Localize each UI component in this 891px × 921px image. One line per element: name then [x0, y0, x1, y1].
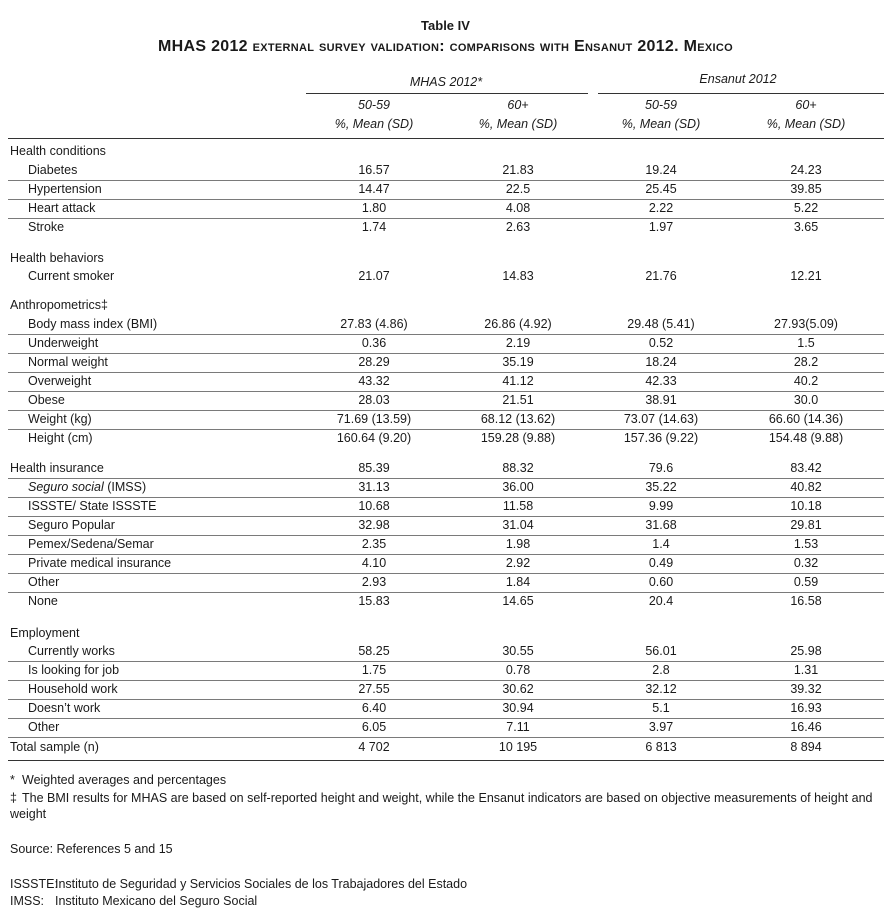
source-note: Source: References 5 and 15	[10, 842, 173, 856]
section-anthropometrics: Anthropometrics‡	[10, 298, 108, 312]
cell: 30.62	[502, 682, 534, 696]
table-row	[8, 161, 884, 181]
cell: 0.36	[361, 336, 387, 350]
table-row	[8, 592, 884, 611]
cell: 16.58	[790, 594, 822, 608]
section-health-behaviors: Health behaviors	[10, 251, 104, 265]
cell: 14.47	[358, 182, 390, 196]
table-row	[8, 180, 884, 200]
cell: 21.76	[645, 269, 677, 283]
cell: 36.00	[502, 480, 534, 494]
bottom-rule	[8, 760, 884, 761]
cell: 6.05	[361, 720, 387, 734]
cell: 73.07 (14.63)	[623, 412, 699, 426]
section-health-conditions: Health conditions	[10, 144, 106, 158]
row-label: None	[28, 594, 58, 608]
cell: 22.5	[505, 182, 531, 196]
stat-header: %, Mean (SD)	[766, 117, 846, 131]
table-label: Table IV	[421, 18, 470, 33]
cell: 41.12	[502, 374, 534, 388]
cell: 2.19	[505, 336, 531, 350]
footnote-text: The BMI results for MHAS are based on self-reported height and weight, while the Ensanut indicators are based on objective measurements of height and weight	[10, 791, 873, 821]
footnote-symbol: *	[10, 773, 15, 787]
cell: 10 195	[498, 740, 538, 754]
row-label: ISSSTE/ State ISSSTE	[28, 499, 157, 513]
table-title: MHAS 2012 external survey validation: comparisons with Ensanut 2012. Mexico	[158, 38, 733, 55]
table-row	[8, 478, 884, 498]
cell: 1.97	[648, 220, 674, 234]
stat-header: %, Mean (SD)	[334, 117, 414, 131]
cell: 1.53	[793, 537, 819, 551]
table-row	[8, 497, 884, 517]
cell: 16.46	[790, 720, 822, 734]
cell: 9.99	[648, 499, 674, 513]
table-row	[8, 661, 884, 681]
table-row	[8, 535, 884, 555]
cell: 1.4	[652, 537, 670, 551]
cell: 25.45	[645, 182, 677, 196]
cell: 39.85	[790, 182, 822, 196]
cell: 27.93(5.09)	[774, 317, 838, 331]
table-row	[8, 353, 884, 373]
row-label: Doesn’t work	[28, 701, 101, 715]
cell: 0.49	[648, 556, 674, 570]
row-label: Household work	[28, 682, 118, 696]
cell: 160.64 (9.20)	[336, 431, 412, 445]
group-rule-ensanut	[598, 93, 884, 94]
total-row	[8, 738, 884, 757]
cell: 31.68	[645, 518, 677, 532]
section-health-insurance: Health insurance	[10, 461, 104, 475]
row-label-italic: Seguro social	[28, 480, 104, 494]
cell: 29.81	[790, 518, 822, 532]
cell: 79.6	[648, 461, 674, 475]
abbr-key: ISSSTE:	[10, 877, 58, 891]
row-label: Hypertension	[28, 182, 102, 196]
row-label: Body mass index (BMI)	[28, 317, 158, 331]
cell: 25.98	[790, 644, 822, 658]
cell: 15.83	[358, 594, 390, 608]
cell: 1.5	[797, 336, 815, 350]
footnote-weighted	[10, 772, 882, 788]
row-label: Overweight	[28, 374, 92, 388]
table-row	[8, 410, 884, 430]
cell: 2.92	[505, 556, 531, 570]
cell: 38.91	[645, 393, 677, 407]
row-label: Current smoker	[28, 269, 115, 283]
cell: 16.57	[358, 163, 390, 177]
cell: 19.24	[645, 163, 677, 177]
table-row	[8, 642, 884, 662]
age-header: 50-59	[358, 98, 390, 112]
cell: 0.32	[793, 556, 819, 570]
cell: 12.21	[790, 269, 822, 283]
total-label: Total sample (n)	[10, 740, 99, 754]
abbr-text: Instituto Mexicano del Seguro Social	[55, 894, 258, 908]
cell: 14.65	[502, 594, 534, 608]
table-row	[8, 459, 884, 479]
cell: 1.74	[361, 220, 387, 234]
cell: 6.40	[361, 701, 387, 715]
cell: 21.83	[502, 163, 534, 177]
cell: 20.4	[648, 594, 674, 608]
cell: 56.01	[645, 644, 677, 658]
cell: 28.2	[793, 355, 819, 369]
row-label: Currently works	[28, 644, 115, 658]
cell: 11.58	[502, 499, 534, 513]
cell: 28.03	[358, 393, 390, 407]
abbreviation-issste	[10, 876, 882, 892]
table-row	[8, 429, 884, 448]
age-header: 50-59	[645, 98, 677, 112]
table-row	[8, 199, 884, 219]
cell: 4 702	[358, 740, 390, 754]
footnote-symbol: ‡	[10, 791, 17, 805]
table-row	[8, 267, 884, 286]
cell: 1.84	[505, 575, 531, 589]
cell: 66.60 (14.36)	[768, 412, 844, 426]
cell: 16.93	[790, 701, 822, 715]
cell: 39.32	[790, 682, 822, 696]
cell: 29.48 (5.41)	[627, 317, 695, 331]
cell: 43.32	[358, 374, 390, 388]
cell: 35.22	[645, 480, 677, 494]
cell: 5.22	[793, 201, 819, 215]
cell: 30.55	[502, 644, 534, 658]
cell: 154.48 (9.88)	[768, 431, 844, 445]
cell: 1.80	[361, 201, 387, 215]
cell: 24.23	[790, 163, 822, 177]
cell: 83.42	[790, 461, 822, 475]
cell: 40.82	[790, 480, 822, 494]
cell: 40.2	[793, 374, 819, 388]
footnote-bmi	[10, 790, 882, 822]
row-label: Obese	[28, 393, 65, 407]
cell: 26.86 (4.92)	[484, 317, 552, 331]
abbr-text: Instituto de Seguridad y Servicios Sociales de los Trabajadores del Estado	[55, 877, 468, 891]
row-label: Normal weight	[28, 355, 108, 369]
header-rule	[8, 138, 884, 139]
abbr-key: IMSS:	[10, 894, 45, 908]
table-row	[8, 516, 884, 536]
cell: 0.59	[793, 575, 819, 589]
table-row	[8, 699, 884, 719]
table-row	[8, 315, 884, 335]
group-rule-mhas	[306, 93, 588, 94]
row-label: Diabetes	[28, 163, 78, 177]
row-label: Is looking for job	[28, 663, 120, 677]
cell: 10.18	[790, 499, 822, 513]
cell: 4.10	[361, 556, 387, 570]
cell: 14.83	[502, 269, 534, 283]
cell: 4.08	[505, 201, 531, 215]
table-row	[8, 334, 884, 354]
cell: 2.63	[505, 220, 531, 234]
stat-header: %, Mean (SD)	[621, 117, 701, 131]
cell: 2.22	[648, 201, 674, 215]
cell: 27.55	[358, 682, 390, 696]
cell: 6 813	[645, 740, 677, 754]
cell: 85.39	[358, 461, 390, 475]
section-employment: Employment	[10, 626, 80, 640]
cell: 31.04	[502, 518, 534, 532]
group-header-ensanut: Ensanut 2012	[699, 72, 777, 86]
stat-header: %, Mean (SD)	[478, 117, 558, 131]
cell: 10.68	[358, 499, 390, 513]
cell: 7.11	[506, 720, 530, 734]
table-row	[8, 372, 884, 392]
table-row	[8, 391, 884, 411]
cell: 71.69 (13.59)	[336, 412, 412, 426]
row-label: Height (cm)	[28, 431, 93, 445]
row-label: Heart attack	[28, 201, 96, 215]
cell: 1.98	[505, 537, 531, 551]
cell: 159.28 (9.88)	[480, 431, 556, 445]
cell: 28.29	[358, 355, 390, 369]
cell: 3.97	[648, 720, 674, 734]
cell: 0.60	[648, 575, 674, 589]
cell: 0.52	[648, 336, 674, 350]
cell: 5.1	[652, 701, 670, 715]
row-label: Private medical insurance	[28, 556, 172, 570]
table-row	[8, 718, 884, 738]
cell: 18.24	[645, 355, 677, 369]
cell: 21.07	[358, 269, 390, 283]
cell: 2.35	[361, 537, 387, 551]
cell: 32.98	[358, 518, 390, 532]
row-label-suffix: (IMSS)	[103, 480, 147, 494]
age-header: 60+	[795, 98, 817, 112]
cell: 2.93	[361, 575, 387, 589]
group-header-mhas: MHAS 2012*	[409, 75, 483, 89]
row-label: Underweight	[28, 336, 99, 350]
cell: 157.36 (9.22)	[623, 431, 699, 445]
cell: 88.32	[502, 461, 534, 475]
cell: 30.94	[502, 701, 534, 715]
table-row	[8, 573, 884, 593]
cell: 30.0	[793, 393, 819, 407]
cell: 2.8	[652, 663, 670, 677]
cell: 68.12 (13.62)	[480, 412, 556, 426]
row-label: Other	[28, 575, 60, 589]
cell: 3.65	[793, 220, 819, 234]
table-row	[8, 218, 884, 237]
cell: 8 894	[790, 740, 822, 754]
cell: 1.75	[361, 663, 387, 677]
table-row	[8, 554, 884, 574]
age-header: 60+	[507, 98, 529, 112]
row-label: Stroke	[28, 220, 65, 234]
cell: 27.83 (4.86)	[340, 317, 408, 331]
row-label: Seguro Popular	[28, 518, 115, 532]
cell: 42.33	[645, 374, 677, 388]
cell: 31.13	[358, 480, 390, 494]
footnote-text: Weighted averages and percentages	[22, 773, 227, 787]
cell: 32.12	[645, 682, 677, 696]
cell: 1.31	[793, 663, 819, 677]
row-label: Pemex/Sedena/Semar	[28, 537, 154, 551]
table-row	[8, 680, 884, 700]
cell: 21.51	[502, 393, 534, 407]
cell: 0.78	[505, 663, 531, 677]
row-label	[28, 480, 146, 494]
cell: 35.19	[502, 355, 534, 369]
abbreviation-imss	[10, 893, 882, 909]
row-label: Other	[28, 720, 60, 734]
row-label: Weight (kg)	[28, 412, 92, 426]
cell: 58.25	[358, 644, 390, 658]
